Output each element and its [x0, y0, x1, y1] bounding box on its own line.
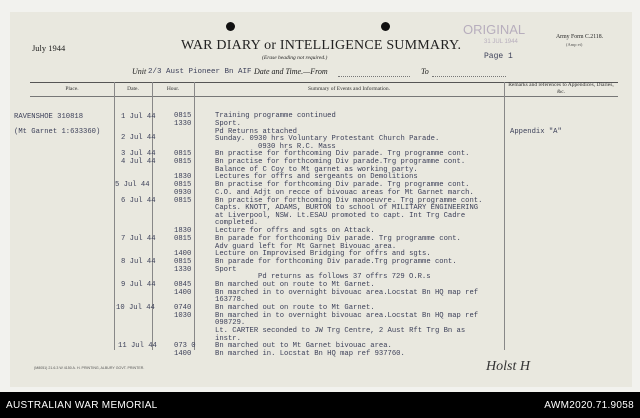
summary-line: Sport [215, 266, 237, 274]
hour-entry: 0815 [174, 158, 192, 166]
archive-reference: AWM2020.71.9058 [544, 400, 634, 411]
date-entry: 7 Jul 44 [121, 235, 156, 243]
remarks-entry: Appendix "A" [510, 128, 562, 136]
summary-line: 163778. [215, 296, 246, 304]
summary-line: Lecture for offrs and sgts on Attack. [215, 227, 375, 235]
date-entry: 6 Jul 44 [121, 197, 156, 205]
punch-hole-right [381, 22, 390, 31]
stamp-date: 31 JUL 1944 [484, 39, 518, 45]
date-entry: 5 Jul 44 [115, 181, 150, 189]
original-stamp: ORIGINAL [463, 22, 526, 37]
col-header-date: Date. [127, 86, 139, 92]
month-label: July 1944 [32, 43, 66, 53]
col-divider-summary [504, 82, 505, 350]
summary-line: instr. [215, 335, 241, 343]
summary-line: Bn marched in to overnight bivouac area.Locstat Bn HQ map ref [215, 312, 479, 320]
hour-entry: 1400 [174, 250, 192, 258]
to-line [432, 76, 506, 77]
summary-line: 098729. [215, 319, 246, 327]
hour-entry: 0815 [174, 150, 192, 158]
date-entry: 8 Jul 44 [121, 258, 156, 266]
col-header-remarks: Remarks and references to Appendices, Diaries, &c. [508, 82, 614, 95]
summary-line: 0930 hrs R.C. Mass [258, 143, 336, 151]
hour-entry: 1330 [174, 266, 192, 274]
unit-label: Unit [132, 67, 147, 76]
summary-line: Bn marched in. Locstat Bn HQ map ref 937760. [215, 350, 405, 358]
summary-line: Sport. [215, 120, 241, 128]
summary-line: completed. [215, 219, 259, 227]
summary-line: Pd Returns attached [215, 128, 297, 136]
summary-line: Bn practise for forthcoming Div parade.Trg programme cont. [215, 158, 466, 166]
hour-entry: 1400 [174, 289, 192, 297]
date-entry: 1 Jul 44 [121, 113, 156, 121]
col-header-hour: Hour. [166, 86, 180, 92]
page-number: Page 1 [484, 52, 513, 61]
place-line: (Mt Garnet 1:633360) [14, 128, 101, 136]
from-line [338, 76, 410, 77]
summary-line: Lectures for offrs and sergeants on Demolitions [215, 173, 418, 181]
place-line: RAVENSHOE 310818 [14, 113, 84, 121]
summary-line: Balance of C Coy to Mt garnet as working party. [215, 166, 418, 174]
hour-entry: 0815 [174, 112, 192, 120]
summary-line: Bn marched in to overnight bivouac area.Locstat Bn HQ map ref [215, 289, 479, 297]
summary-line: at Liverpool, NSW. Lt.ESAU promoted to capt. Int Trg Cadre [215, 212, 466, 220]
hour-entry: 0815 [174, 181, 192, 189]
signature: Holst H [486, 359, 530, 374]
hour-entry: 0845 [174, 281, 192, 289]
form-subtitle: (Erase heading not required.) [262, 55, 328, 61]
date-entry: 10 Jul 44 [116, 304, 155, 312]
summary-line: Lecture on Improvised Bridging for offrs and sgts. [215, 250, 431, 258]
hour-entry: 1400 [174, 350, 192, 358]
hour-entry: 1830 [174, 173, 192, 181]
summary-line: Bn practise for forthcoming Div manoeuvre. Trg programme cont. [215, 197, 483, 205]
hour-entry: 0815 [174, 258, 192, 266]
date-entry: 3 Jul 44 [121, 150, 156, 158]
summary-line: Training programme continued [215, 112, 336, 120]
summary-line: Lt. CARTER seconded to JW Trg Centre, 2 Aust Rft Trg Bn as [215, 327, 466, 335]
summary-line: Bn practise for forthcoming Div parade. Trg programme cont. [215, 181, 470, 189]
hour-entry: 073 0 [174, 342, 196, 350]
summary-line: Pd returns as follows 37 offrs 729 O.R.s [258, 273, 431, 281]
archive-name: AUSTRALIAN WAR MEMORIAL [6, 400, 158, 411]
hour-entry: 0815 [174, 197, 192, 205]
summary-line: Bn parade for forthcoming Div parade. Trg programme cont. [215, 235, 461, 243]
date-entry: 2 Jul 44 [121, 134, 156, 142]
summary-line: Bn practise for forthcoming Div parade. Trg programme cont. [215, 150, 470, 158]
col-divider-hour [194, 82, 195, 350]
summary-line: Bn parade for forthcoming Div parade.Trg programme cont. [215, 258, 457, 266]
date-entry: 4 Jul 44 [121, 158, 156, 166]
hour-entry: 0815 [174, 235, 192, 243]
unit-name: 2/3 Aust Pioneer Bn AIF [148, 68, 252, 76]
table-header-rule [30, 96, 618, 97]
summary-line: Bn marched out on route to Mt Garnet. [215, 304, 375, 312]
date-entry: 11 Jul 44 [118, 342, 157, 350]
to-label: To [421, 67, 429, 76]
army-form-label: Army Form C.2118. [556, 34, 604, 40]
hour-entry: 1030 [174, 312, 192, 320]
army-form-note: (Amp et) [566, 42, 583, 47]
archive-caption-bar [0, 392, 640, 418]
summary-line: Bn marched out on route to Mt Garnet. [215, 281, 375, 289]
summary-line: Sunday. 0930 hrs Voluntary Protestant Church Parade. [215, 135, 440, 143]
hour-entry: 1830 [174, 227, 192, 235]
form-title: WAR DIARY or INTELLIGENCE SUMMARY. [181, 38, 462, 53]
summary-line: C.O. and Adjt on recce of bivouac areas for Mt Garnet march. [215, 189, 474, 197]
summary-line: Capts. KNOTT, ADAMS, BURTON to school of MILITARY ENGINEERING [215, 204, 479, 212]
col-header-place: Place. [65, 86, 79, 92]
hour-entry: 0930 [174, 189, 192, 197]
summary-line: Bn marched out to Mt Garnet bivouac area. [215, 342, 392, 350]
hour-entry: 0740 [174, 304, 192, 312]
date-entry: 9 Jul 44 [121, 281, 156, 289]
summary-line: Adv guard left for Mt Garnet Bivouac area. [215, 243, 397, 251]
punch-hole-left [226, 22, 235, 31]
col-divider-place [114, 82, 115, 350]
printer-note: (M8051) 21.6.3 W 4150 A. H. PRINTING, ALBURY GOVT. PRINTER. [34, 366, 145, 370]
hour-entry: 1330 [174, 120, 192, 128]
col-header-summary: Summary of Events and Information. [307, 86, 391, 92]
date-time-label: Date and Time.—From [254, 67, 328, 76]
